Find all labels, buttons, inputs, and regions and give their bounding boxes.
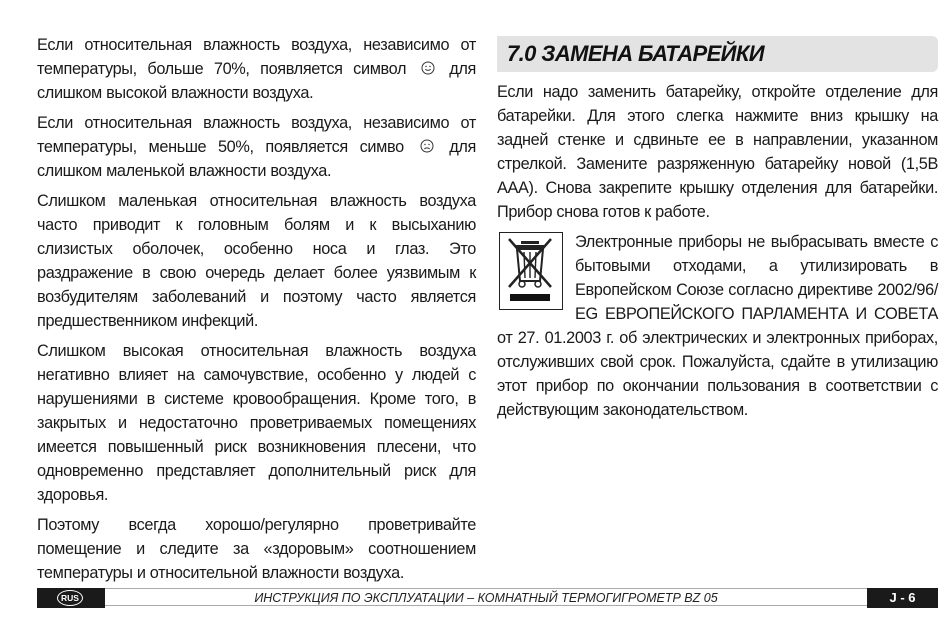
section-title: 7.0 ЗАМЕНА БАТАРЕЙКИ bbox=[507, 41, 765, 66]
right-column bbox=[497, 36, 938, 422]
page-footer bbox=[37, 588, 937, 608]
paragraph-high-humidity-effects: Слишком высокая относительная влажность воздуха негативно влияет на самочувствие, особенно у людей с нарушениями в системе кровообращения. Кроме того, в закрытых и недостаточно проветриваемых помещениях имеется повышенный риск возникновения плесени, что одновременно представляет дополнительный риск для здоровья. bbox=[37, 342, 476, 504]
footer-left-bar bbox=[37, 588, 105, 608]
p2-text-after: для слишком маленькой влажности воздуха. bbox=[37, 138, 476, 180]
footer-title: ИНСТРУКЦИЯ ПО ЭКСПЛУАТАЦИИ – КОМНАТНЫЙ ТЕРМОГИГРОМЕТР BZ 05 bbox=[254, 591, 718, 605]
crossed-bin-icon bbox=[499, 232, 563, 310]
paragraph-disposal: Электронные приборы не выбрасывать вместе с бытовыми отходами, а утилизировать в Европейском Союзе согласно директиве 2002/96/ EG ЕВРОПЕЙСКОГО ПАРЛАМЕНТА И СОВЕТА от 27. 01.2003 г. об электрических и электронных приборах, отслуживших свой срок. Пожалуйста, сдайте в утилизацию этот прибор по окончании пользования в соответствии с действующим законодательством. bbox=[497, 233, 938, 419]
section-header bbox=[497, 36, 938, 72]
paragraph-low-humidity-effects: Слишком маленькая относительная влажность воздуха часто приводит к головным болям и к высыханию слизистых оболочек, особенно носа и глаз. Это раздражение в свою очередь делает более уязвимым к возбудителям заболеваний и поэтому часто является предшественником инфекций. bbox=[37, 192, 476, 330]
page-number: J - 6 bbox=[867, 588, 938, 608]
p1-text-after: для слишком высокой влажности воздуха. bbox=[37, 60, 476, 102]
paragraph-ventilation-advice: Поэтому всегда хорошо/регулярно проветривайте помещение и следите за «здоровым» соотношением температуры и относительной влажности воздуха. bbox=[37, 516, 476, 582]
frown-icon bbox=[420, 136, 434, 150]
paragraph-low-humidity bbox=[37, 111, 476, 183]
language-badge: RUS bbox=[57, 590, 83, 606]
p1-text-before: Если относительная влажность воздуха, независимо от температуры, больше 70%, появляется символ bbox=[37, 36, 476, 78]
left-column bbox=[37, 33, 476, 591]
smiley-icon bbox=[421, 58, 435, 72]
disposal-block bbox=[497, 230, 938, 422]
paragraph-high-humidity bbox=[37, 33, 476, 105]
p2-text-before: Если относительная влажность воздуха, независимо от температуры, меньше 50%, появляется симво bbox=[37, 114, 476, 156]
paragraph-battery-replacement: Если надо заменить батарейку, откройте отделение для батарейки. Для этого слегка нажмите вниз крышку на задней стенке и сдвиньте ее в направлении, указанном стрелкой. Замените разряженную батарейку новой (1,5В AAA). Снова закрепите крышку отделения для батарейки. Прибор снова готов к работе. bbox=[497, 83, 938, 221]
